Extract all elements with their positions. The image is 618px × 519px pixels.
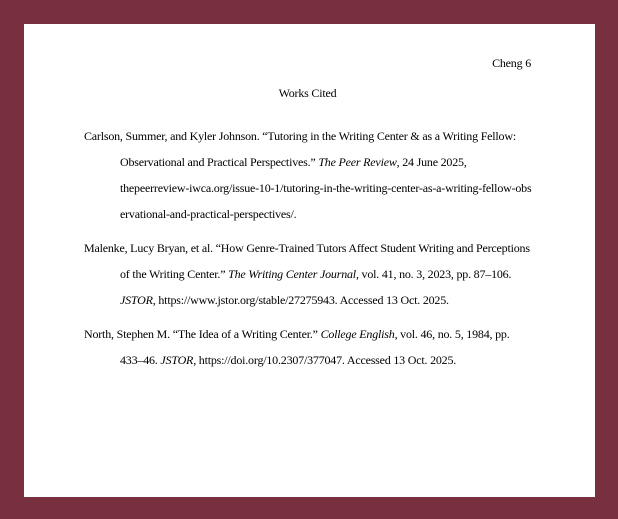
citation-text: , https://doi.org/10.2307/377047. Accessed 13 Oct. 2025. bbox=[193, 353, 457, 367]
citation-text: 433–46. bbox=[120, 353, 161, 367]
citation-line bbox=[84, 175, 531, 201]
citation-text: , vol. 46, no. 5, 1984, pp. bbox=[394, 327, 510, 341]
works-cited-title: Works Cited bbox=[278, 86, 337, 100]
citation-line bbox=[84, 261, 531, 287]
citation-line bbox=[84, 347, 531, 373]
citation-italic-text: The Writing Center Journal bbox=[228, 267, 356, 281]
citation-line bbox=[84, 287, 531, 313]
citation-text: , https://www.jstor.org/stable/27275943. Accessed 13 Oct. 2025. bbox=[152, 293, 449, 307]
works-cited-entries bbox=[84, 123, 531, 373]
citation-italic-text: JSTOR bbox=[120, 293, 153, 307]
citation-text: North, Stephen M. “The Idea of a Writing Center.” bbox=[84, 327, 321, 341]
citation-text: ervational-and-practical-perspectives/. bbox=[120, 207, 297, 221]
citation-text: , vol. 41, no. 3, 2023, pp. 87–106. bbox=[355, 267, 512, 281]
citation-line bbox=[84, 235, 531, 261]
citation-text: Observational and Practical Perspectives.” bbox=[120, 155, 319, 169]
citation-line bbox=[84, 123, 531, 149]
page-number-header: Cheng 6 bbox=[492, 56, 531, 70]
document-page bbox=[24, 24, 595, 497]
citation-text: Malenke, Lucy Bryan, et al. “How Genre-Trained Tutors Affect Student Writing and Perceptions bbox=[84, 241, 530, 255]
citation-text: Carlson, Summer, and Kyler Johnson. “Tutoring in the Writing Center & as a Writing Fellow: bbox=[84, 129, 516, 143]
citation-line bbox=[84, 149, 531, 175]
citation-line bbox=[84, 201, 531, 227]
citation-text: thepeerreview-iwca.org/issue-10-1/tutoring-in-the-writing-center-as-a-writing-fellow-obs bbox=[120, 181, 532, 195]
citation-italic-text: JSTOR bbox=[160, 353, 194, 367]
citation-text: of the Writing Center.” bbox=[120, 267, 229, 281]
citation-entry bbox=[84, 321, 531, 373]
citation-italic-text: College English bbox=[320, 327, 395, 341]
citation-entry bbox=[84, 123, 531, 227]
citation-text: , 24 June 2025, bbox=[396, 155, 467, 169]
citation-italic-text: The Peer Review bbox=[318, 155, 397, 169]
citation-line bbox=[84, 321, 531, 347]
citation-entry bbox=[84, 235, 531, 313]
